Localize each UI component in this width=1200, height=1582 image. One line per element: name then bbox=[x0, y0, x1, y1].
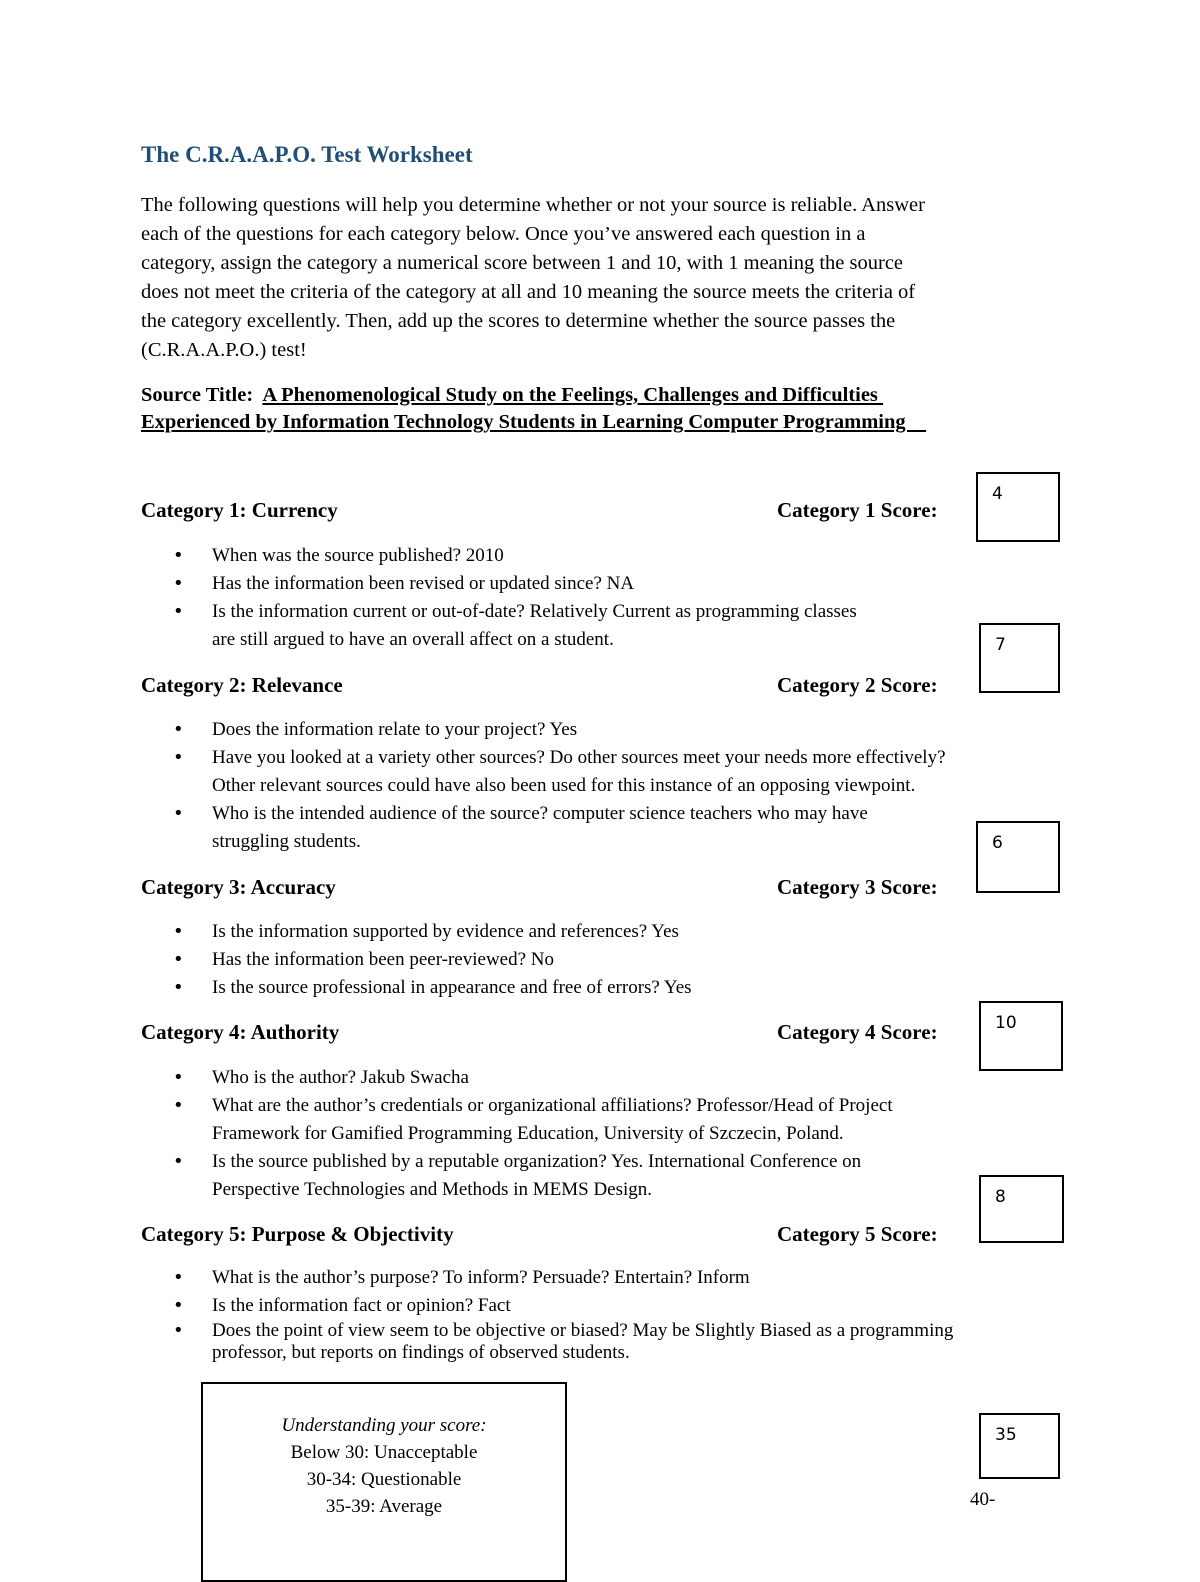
score-guide-heading: Understanding your score: bbox=[281, 1415, 487, 1436]
partial-range-text: 40- bbox=[970, 1489, 996, 1510]
question-item: • Is the information current or out-of-date? Relatively Current as programming classes are still argued to have an overall affect on a student. bbox=[212, 598, 857, 654]
category-5-questions bbox=[173, 1264, 1072, 1374]
intro-line: The following questions will help you determine whether or not your source is reliable. Answer bbox=[141, 194, 925, 216]
source-title-value-line1: A Phenomenological Study on the Feelings, Challenges and Difficulties bbox=[262, 384, 884, 406]
question-item: • What is the author’s purpose? To inform? Persuade? Entertain? Inform bbox=[212, 1264, 750, 1292]
question-item: • Does the information relate to your project? Yes bbox=[212, 716, 577, 744]
bullet-icon: • bbox=[173, 719, 184, 740]
total-score-box[interactable]: 35 bbox=[979, 1413, 1060, 1479]
intro-line: does not meet the criteria of the category at all and 10 meaning the source meets the criteria of bbox=[141, 281, 916, 303]
bullet-icon: • bbox=[173, 1151, 184, 1172]
question-item: • When was the source published? 2010 bbox=[212, 542, 504, 570]
bullet-icon: • bbox=[173, 573, 184, 594]
category-3-score-box[interactable]: 6 bbox=[976, 821, 1060, 893]
question-item: • What are the author’s credentials or organizational affiliations? Professor/Head of Project Framework for Gamified Programming Education, University of Szczecin, Poland. bbox=[212, 1092, 893, 1148]
bullet-icon: • bbox=[173, 747, 184, 768]
bullet-icon: • bbox=[173, 1095, 184, 1116]
category-3-questions bbox=[173, 918, 1072, 1008]
bullet-icon: • bbox=[173, 977, 184, 998]
question-item: • Have you looked at a variety other sources? Do other sources meet your needs more effectively? Other relevant sources could have also been used for this instance of an opposing viewpoint. bbox=[212, 744, 946, 800]
question-item: • Who is the author? Jakub Swacha bbox=[212, 1064, 469, 1092]
intro-paragraph bbox=[141, 191, 1071, 365]
intro-line: category, assign the category a numerical score between 1 and 10, with 1 meaning the source bbox=[141, 252, 904, 274]
category-2-score-label: Category 2 Score: bbox=[777, 673, 938, 697]
bullet-icon: • bbox=[173, 921, 184, 942]
bullet-icon: • bbox=[173, 1320, 184, 1341]
score-guide-box bbox=[201, 1382, 567, 1582]
intro-line: (C.R.A.A.P.O.) test! bbox=[141, 339, 307, 361]
bullet-icon: • bbox=[173, 601, 184, 622]
source-title-block bbox=[141, 382, 1071, 436]
worksheet-title: The C.R.A.A.P.O. Test Worksheet bbox=[141, 142, 473, 167]
question-item: • Has the information been peer-reviewed? No bbox=[212, 946, 554, 974]
category-1-questions bbox=[173, 542, 1072, 652]
bullet-icon: • bbox=[173, 545, 184, 566]
source-title-label: Source Title: bbox=[141, 384, 254, 406]
intro-line: the category excellently. Then, add up the scores to determine whether the source passes the bbox=[141, 310, 896, 332]
category-2-heading: Category 2: Relevance bbox=[141, 673, 343, 697]
question-item: • Has the information been revised or updated since? NA bbox=[212, 570, 634, 598]
intro-line: each of the questions for each category below. Once you’ve answered each question in a bbox=[141, 223, 866, 245]
question-item: • Is the information supported by evidence and references? Yes bbox=[212, 918, 679, 946]
category-4-score-box[interactable]: 10 bbox=[979, 1001, 1063, 1071]
bullet-icon: • bbox=[173, 803, 184, 824]
bullet-icon: • bbox=[173, 1067, 184, 1088]
category-1-heading: Category 1: Currency bbox=[141, 498, 338, 522]
bullet-icon: • bbox=[173, 1267, 184, 1288]
category-2-questions bbox=[173, 716, 1072, 856]
score-guide-line: 35-39: Average bbox=[325, 1496, 443, 1517]
category-3-score-label: Category 3 Score: bbox=[777, 875, 938, 899]
category-3-heading: Category 3: Accuracy bbox=[141, 875, 336, 899]
score-guide-line: 30-34: Questionable bbox=[306, 1469, 462, 1490]
category-4-heading: Category 4: Authority bbox=[141, 1020, 340, 1044]
category-1-score-box[interactable]: 4 bbox=[976, 472, 1060, 542]
bullet-icon: • bbox=[173, 949, 184, 970]
category-5-score-box[interactable]: 8 bbox=[979, 1175, 1064, 1243]
category-5-score-label: Category 5 Score: bbox=[777, 1222, 938, 1246]
category-1-score-label: Category 1 Score: bbox=[777, 498, 938, 522]
source-title-value-line2: Experienced by Information Technology Students in Learning Computer Programming bbox=[141, 411, 927, 433]
category-4-score-label: Category 4 Score: bbox=[777, 1020, 938, 1044]
question-item: • Is the source professional in appearance and free of errors? Yes bbox=[212, 974, 692, 1002]
score-guide-line: Below 30: Unacceptable bbox=[290, 1442, 478, 1463]
category-5-heading: Category 5: Purpose & Objectivity bbox=[141, 1222, 454, 1246]
category-4-questions bbox=[173, 1064, 1072, 1209]
question-item: • Is the source published by a reputable organization? Yes. International Conference on Perspective Technologies and Methods in MEMS Design. bbox=[212, 1148, 861, 1204]
question-item: • Who is the intended audience of the source? computer science teachers who may have struggling students. bbox=[212, 800, 868, 856]
category-2-score-box[interactable]: 7 bbox=[979, 623, 1060, 693]
question-item: • Does the point of view seem to be objective or biased? May be Slightly Biased as a programming professor, but reports on findings of observed students. bbox=[173, 1320, 954, 1363]
question-item: • Is the information fact or opinion? Fact bbox=[212, 1292, 511, 1320]
bullet-icon: • bbox=[173, 1295, 184, 1316]
